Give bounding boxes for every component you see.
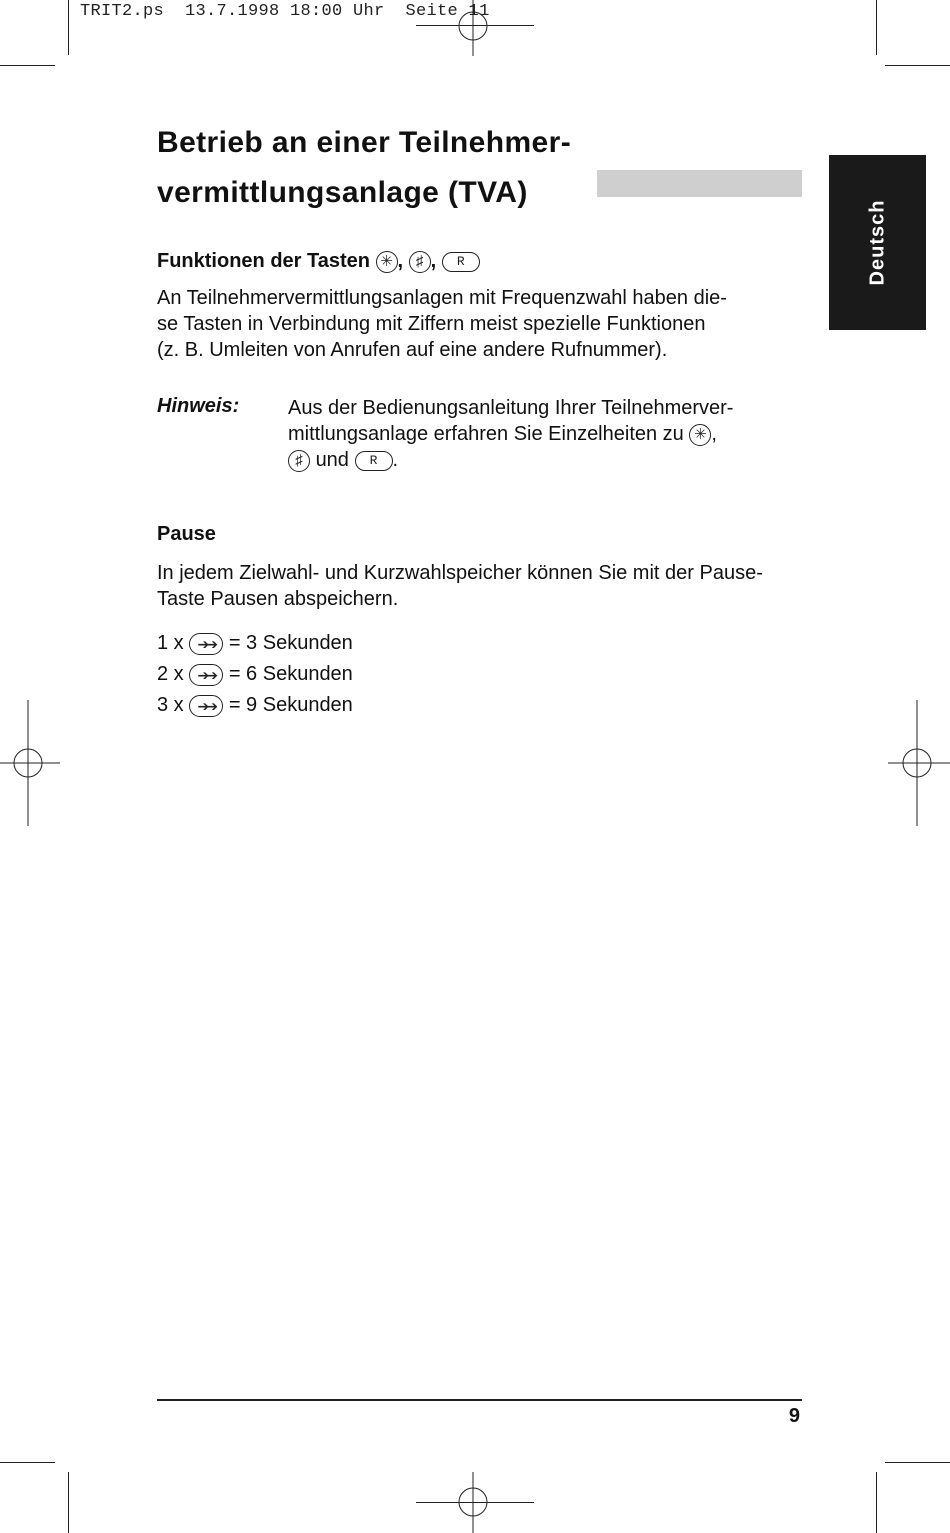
footer-rule	[157, 1399, 802, 1401]
registration-mark-right	[888, 700, 950, 826]
pause-key-icon: ➔➔	[189, 695, 223, 717]
title-decoration-bar	[597, 170, 802, 197]
section-key-functions	[157, 250, 802, 363]
paragraph-pause: In jedem Zielwahl- und Kurzwahlspeicher können Sie mit der Pause- Taste Pausen abspeichern.	[157, 562, 763, 610]
list-item: 3 x ➔➔ = 9 Sekunden	[157, 694, 353, 716]
section-pause	[157, 523, 802, 721]
note-text: Aus der Bedienungsanleitung Ihrer Teilnehmerver- mittlungsanlage erfahren Sie Einzelheiten zu ✳ , ♯ und R .	[288, 397, 734, 471]
registration-mark-bottom	[440, 1472, 510, 1533]
note-label: Hinweis:	[157, 395, 240, 417]
recall-key-icon: R	[442, 252, 480, 272]
language-tab	[829, 155, 926, 330]
page-number: 9	[788, 1405, 800, 1427]
list-item: 1 x ➔➔ = 3 Sekunden	[157, 632, 353, 654]
section-heading-pause: Pause	[157, 523, 216, 545]
section-heading-keys: Funktionen der Tasten ✳ , ♯ , R	[157, 250, 802, 273]
star-key-icon: ✳	[376, 251, 398, 273]
pause-key-icon: ➔➔	[189, 633, 223, 655]
page-title	[157, 118, 797, 218]
paragraph-keys: An Teilnehmervermittlungsanlagen mit Frequenzwahl haben die- se Tasten in Verbindung mit Ziffern meist spezielle Funktionen (z. B. Umleiten von Anrufen auf eine andere Rufnummer).	[157, 287, 727, 361]
star-key-icon: ✳	[689, 424, 711, 446]
registration-mark-top	[440, 0, 510, 56]
hash-key-icon: ♯	[288, 450, 310, 472]
pause-key-icon: ➔➔	[189, 664, 223, 686]
registration-mark-left	[0, 700, 60, 826]
recall-key-icon: R	[355, 451, 393, 471]
title-line-2: vermittlungsanlage (TVA)	[157, 176, 528, 209]
pause-list	[157, 628, 802, 721]
hash-key-icon: ♯	[409, 251, 431, 273]
list-item: 2 x ➔➔ = 6 Sekunden	[157, 663, 353, 685]
print-header: TRIT2.ps 13.7.1998 18:00 Uhr Seite 11	[80, 2, 490, 21]
title-line-1: Betrieb an einer Teilnehmer-	[157, 126, 572, 159]
language-tab-label: Deutsch	[866, 199, 888, 286]
